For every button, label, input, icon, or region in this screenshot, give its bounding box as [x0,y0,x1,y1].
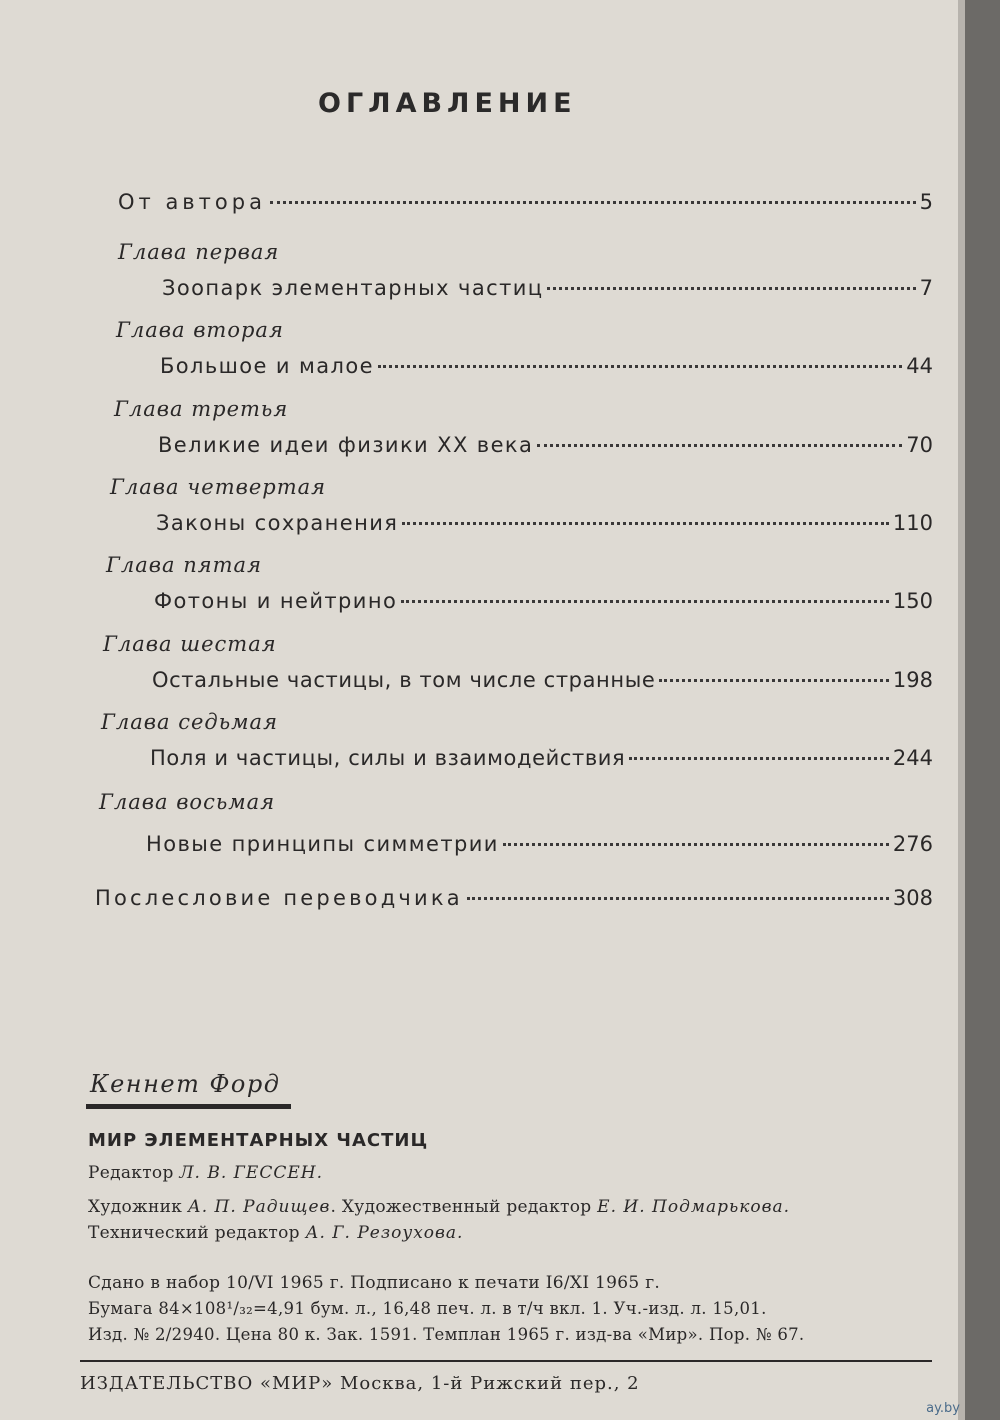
author-underline [86,1104,291,1109]
toc-entry-chapter [150,746,933,780]
toc-entry-label: Остальные частицы, в том числе странные [152,668,656,692]
dot-leader [547,287,915,290]
imprint-line: Сдано в набор 10/VI 1965 г. Подписано к печати I6/XI 1965 г. [88,1273,661,1293]
divider [80,1360,932,1362]
dot-leader [467,897,889,900]
toc-entry-page: 70 [906,433,933,457]
toc-entry-page: 276 [892,832,933,856]
dot-leader [402,522,889,525]
toc-entry-label: От автора [118,190,266,214]
dot-leader [503,843,889,846]
toc-entry-page: 308 [892,886,933,910]
toc-entry-page: 150 [892,589,933,613]
chapter-heading: Глава четвертая [110,475,327,499]
watermark: ay.by [926,1401,960,1416]
toc-entry-chapter [160,354,933,388]
toc-entry-chapter [156,511,933,545]
toc-entry-page: 110 [892,511,933,535]
toc-entry-afterword [95,886,933,920]
toc-entry-page: 5 [919,190,933,214]
toc-entry-label: Зоопарк элементарных частиц [162,276,544,300]
toc-entry-label: Законы сохранения [156,511,399,535]
art-editor-label: . Художественный редактор [330,1197,592,1217]
toc-entry-preface [118,190,933,224]
book-spine-shadow [965,0,1000,1420]
tech-editor-label: Технический редактор [88,1223,300,1243]
toc-entry-page: 7 [919,276,933,300]
imprint-tech-editor [88,1223,463,1243]
chapter-heading: Глава третья [114,397,289,421]
imprint-line: Бумага 84×108¹/₃₂=4,91 бум. л., 16,48 печ. л. в т/ч вкл. 1. Уч.-изд. л. 15,01. [88,1299,767,1318]
toc-entry-label: Поля и частицы, силы и взаимодействия [150,746,626,770]
imprint-editor [88,1163,323,1183]
tech-editor-name: А. Г. Резоухова. [305,1223,464,1243]
toc-entry-page: 44 [906,354,933,378]
dot-leader [378,365,902,368]
chapter-heading: Глава седьмая [101,710,278,734]
dot-leader [629,757,889,760]
publisher-footer: ИЗДАТЕЛЬСТВО «МИР» Москва, 1-й Рижский пер., 2 [80,1373,640,1394]
dot-leader [659,679,888,682]
toc-entry-page: 198 [892,668,933,692]
artist-name: А. П. Радищев [187,1197,331,1217]
toc-entry-chapter [146,832,933,866]
page-title: ОГЛАВЛЕНИЕ [318,88,577,119]
toc-entry-label: Новые принципы симметрии [146,832,499,856]
toc-entry-label: Послесловие переводчика [95,886,463,910]
toc-entry-chapter [152,668,933,702]
art-editor-name: Е. И. Подмарькова. [597,1197,791,1217]
toc-entry-page: 244 [892,746,933,770]
toc-entry-chapter [154,589,933,623]
dot-leader [401,600,889,603]
dot-leader [537,444,902,447]
toc-entry-label: Большое и малое [160,354,374,378]
chapter-heading: Глава шестая [103,632,277,656]
toc-entry-label: Фотоны и нейтрино [154,589,398,613]
editor-label: Редактор [88,1163,174,1183]
chapter-heading: Глава восьмая [99,790,276,814]
chapter-heading: Глава первая [118,240,280,264]
chapter-heading: Глава вторая [116,318,284,342]
artist-label: Художник [88,1197,183,1217]
page-edge [958,0,965,1420]
toc-entry-label: Великие идеи физики XX века [158,433,534,457]
chapter-heading: Глава пятая [106,553,262,577]
dot-leader [270,201,916,204]
imprint-artists [88,1197,790,1217]
author-name: Кеннет Форд [90,1070,281,1098]
book-title: МИР ЭЛЕМЕНТАРНЫХ ЧАСТИЦ [88,1130,429,1151]
editor-name: Л. В. ГЕССЕН. [179,1163,323,1183]
imprint-line: Изд. № 2/2940. Цена 80 к. Зак. 1591. Темплан 1965 г. изд-ва «Мир». Пор. № 67. [88,1325,805,1344]
toc-entry-chapter [158,433,933,467]
toc-entry-chapter [162,276,933,310]
